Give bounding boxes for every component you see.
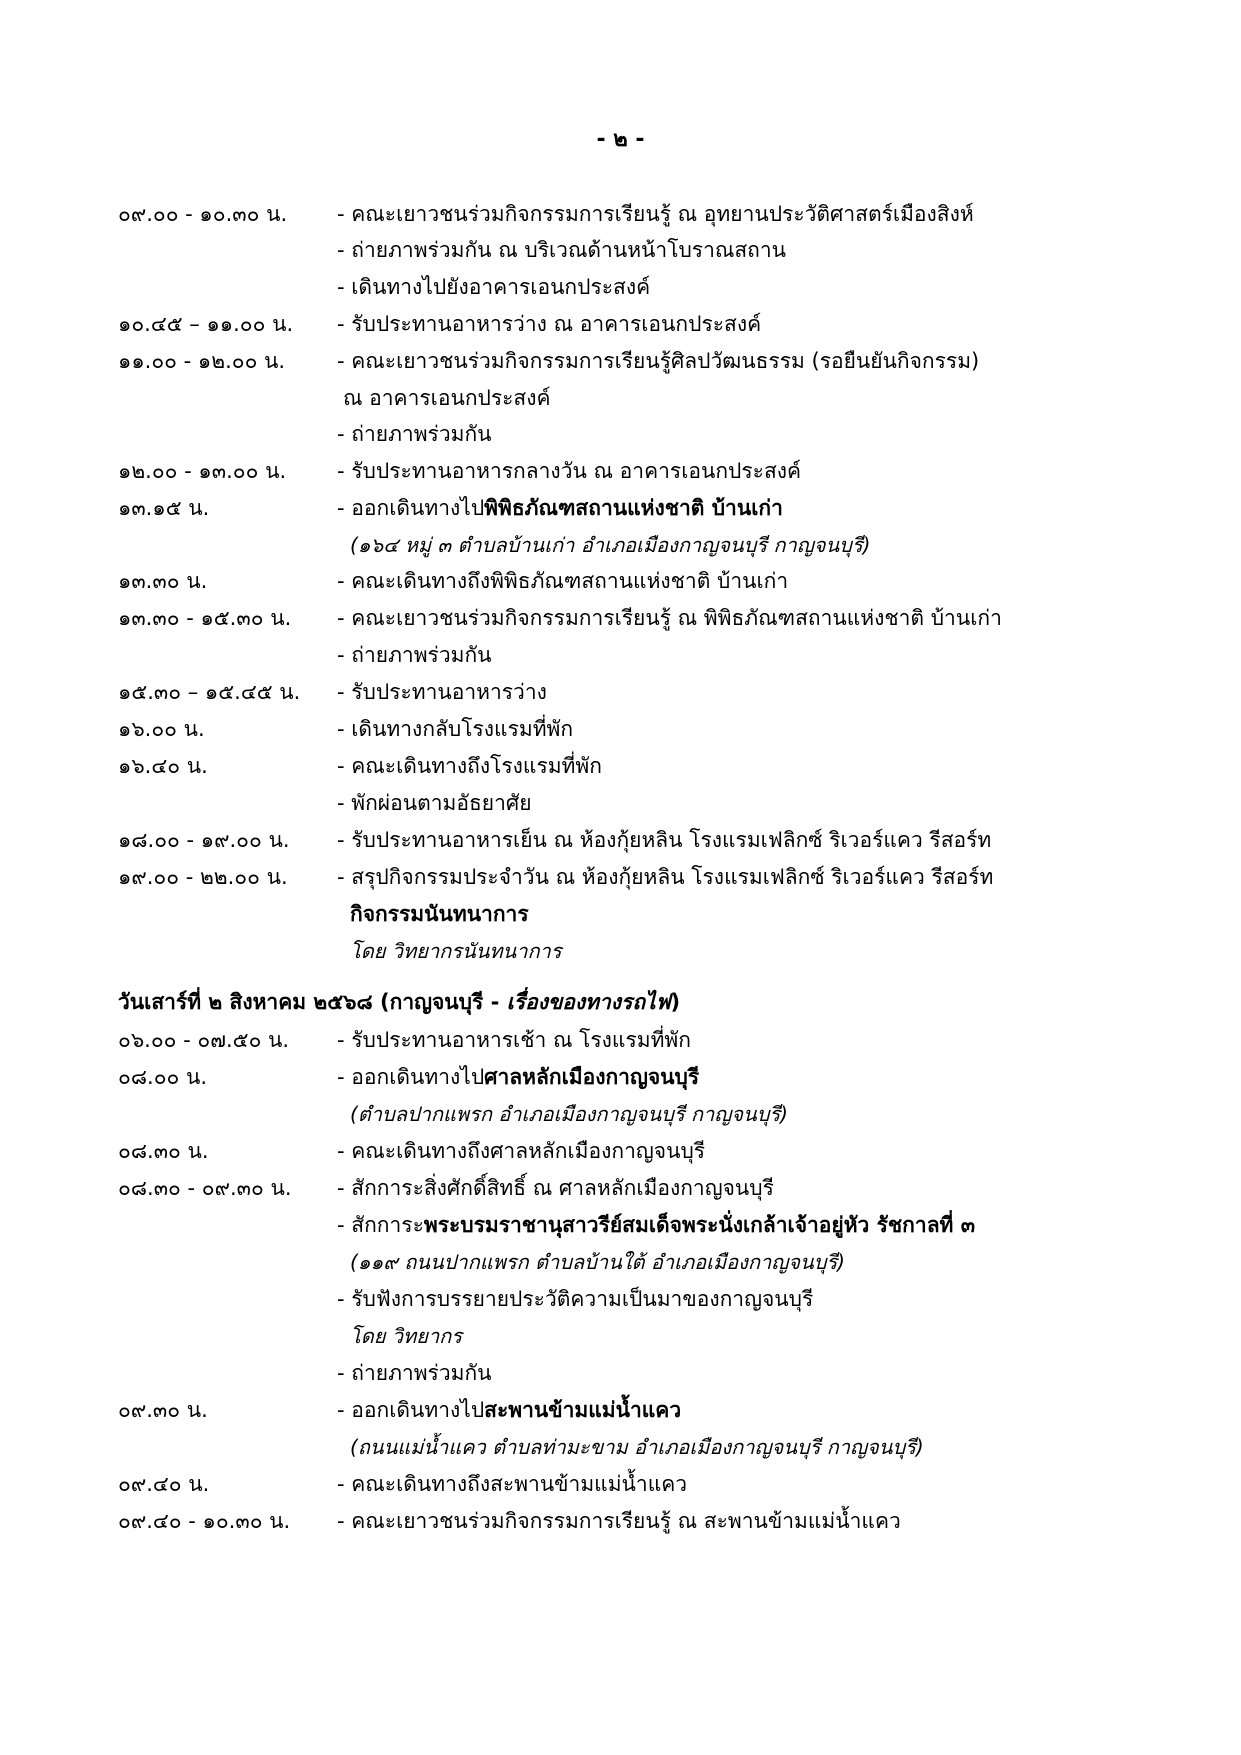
schedule-desc: - ถ่ายภาพร่วมกัน ณ บริเวณด้านหน้าโบราณสถาน: [337, 238, 787, 262]
desc-prefix: - ออกเดินทางไป: [337, 496, 485, 520]
day-heading-close: ): [670, 990, 681, 1014]
schedule-time: ๐๙.๐๐ - ๑๐.๓๐ น.: [118, 202, 288, 226]
activity-by-row: [0, 933, 1241, 970]
schedule-time: ๑๐.๔๕ – ๑๑.๐๐ น.: [118, 312, 294, 336]
schedule-time: ๐๘.๓๐ น.: [118, 1139, 209, 1163]
activity-title: กิจกรรมนันทนาการ: [350, 902, 529, 926]
place-name: พระบรมราชานุสาวรีย์สมเด็จพระนั่งเกล้าเจ้าอยู่หัว รัชกาลที่ ๓: [423, 1213, 976, 1237]
schedule-desc: - คณะเยาวชนร่วมกิจกรรมการเรียนรู้ ณ อุทยานประวัติศาสตร์เมืองสิงห์: [337, 202, 974, 226]
schedule-desc: - สรุปกิจกรรมประจำวัน ณ ห้องกุ้ยหลิน โรงแรมเฟลิกซ์ ริเวอร์แคว รีสอร์ท: [337, 865, 994, 889]
schedule-desc: - คณะเดินทางถึงศาลหลักเมืองกาญจนบุรี: [337, 1139, 706, 1163]
schedule-time: ๑๙.๐๐ - ๒๒.๐๐ น.: [118, 865, 288, 889]
address-note: (๑๖๔ หมู่ ๓ ตำบลบ้านเก่า อำเภอเมืองกาญจนบุรี กาญจนบุรี): [350, 533, 871, 557]
address-note: (ถนนแม่น้ำแคว ตำบลท่ามะขาม อำเภอเมืองกาญจนบุรี กาญจนบุรี): [350, 1435, 924, 1459]
schedule-desc: - คณะเดินทางถึงโรงแรมที่พัก: [337, 754, 602, 778]
desc-prefix: - สักการะ: [337, 1213, 424, 1237]
schedule-time: ๑๖.๐๐ น.: [118, 717, 205, 741]
schedule-time: ๑๓.๑๕ น.: [118, 496, 210, 520]
schedule-desc: - คณะเยาวชนร่วมกิจกรรมการเรียนรู้ ณ พิพิธภัณฑสถานแห่งชาติ บ้านเก่า: [337, 606, 1002, 630]
address-note: (๑๑๙ ถนนปากแพรก ตำบลบ้านใต้ อำเภอเมืองกาญจนบุรี): [350, 1250, 845, 1274]
schedule-row: [0, 1207, 1241, 1244]
activity-title-row: [0, 896, 1241, 933]
schedule-row: [0, 637, 1241, 674]
schedule-row: [0, 1392, 1241, 1429]
schedule-desc: - สักการะสิ่งศักดิ์สิทธิ์ ณ ศาลหลักเมืองกาญจนบุรี: [337, 1176, 774, 1200]
schedule-row: [0, 1170, 1241, 1207]
place-name: พิพิธภัณฑสถานแห่งชาติ บ้านเก่า: [484, 496, 783, 520]
address-note-row: [0, 1429, 1241, 1466]
schedule-row: [0, 196, 1241, 233]
schedule-row: [0, 1281, 1241, 1318]
schedule-desc: - รับฟังการบรรยายประวัติความเป็นมาของกาญจนบุรี: [337, 1287, 814, 1311]
schedule-time: ๐๙.๓๐ น.: [118, 1398, 208, 1422]
schedule-row: [0, 822, 1241, 859]
page-number: - ๒ -: [596, 127, 645, 152]
schedule-desc: - คณะเยาวชนร่วมกิจกรรมการเรียนรู้ ณ สะพานข้ามแม่น้ำแคว: [337, 1509, 901, 1533]
schedule-row: [0, 1466, 1241, 1503]
schedule-row: [0, 1133, 1241, 1170]
schedule-desc: - รับประทานอาหารกลางวัน ณ อาคารเอนกประสงค์: [337, 459, 802, 483]
schedule-time: ๐๙.๔๐ น.: [118, 1472, 210, 1496]
schedule-desc: [337, 490, 783, 527]
schedule-time: ๑๑.๐๐ - ๑๒.๐๐ น.: [118, 349, 286, 373]
schedule-desc: - เดินทางไปยังอาคารเอนกประสงค์: [337, 275, 651, 299]
schedule-row: [0, 859, 1241, 896]
schedule-row: [0, 563, 1241, 600]
schedule-desc: - รับประทานอาหารว่าง ณ อาคารเอนกประสงค์: [337, 312, 762, 336]
day-heading-row: [0, 984, 1241, 1021]
schedule-row: [0, 269, 1241, 306]
schedule-time: ๑๒.๐๐ - ๑๓.๐๐ น.: [118, 459, 287, 483]
schedule-desc: [337, 1207, 975, 1244]
schedule-row: [0, 785, 1241, 822]
schedule-row: [0, 232, 1241, 269]
schedule-row: [0, 490, 1241, 527]
schedule-row: [0, 306, 1241, 343]
schedule-time: ๑๓.๓๐ น.: [118, 569, 208, 593]
schedule-desc: - รับประทานอาหารว่าง: [337, 680, 547, 704]
schedule-desc: [337, 1392, 681, 1429]
desc-prefix: - ออกเดินทางไป: [337, 1065, 485, 1089]
address-note-row: [0, 1096, 1241, 1133]
schedule-row: [0, 748, 1241, 785]
schedule-time: ๐๖.๐๐ - ๐๗.๕๐ น.: [118, 1028, 290, 1052]
desc-prefix: - ออกเดินทางไป: [337, 1398, 485, 1422]
address-note-row: [0, 1244, 1241, 1281]
schedule-desc: - ถ่ายภาพร่วมกัน: [337, 1361, 492, 1385]
schedule-row: [0, 600, 1241, 637]
schedule-desc: - เดินทางกลับโรงแรมที่พัก: [337, 717, 574, 741]
schedule-desc: - คณะเดินทางถึงสะพานข้ามแม่น้ำแคว: [337, 1472, 688, 1496]
schedule-time: ๐๘.๓๐ - ๐๙.๓๐ น.: [118, 1176, 292, 1200]
place-name: ศาลหลักเมืองกาญจนบุรี: [484, 1065, 700, 1089]
schedule-row: [0, 1022, 1241, 1059]
schedule-desc: - ถ่ายภาพร่วมกัน: [337, 422, 492, 446]
place-name: สะพานข้ามแม่น้ำแคว: [484, 1398, 682, 1422]
activity-by-row: [0, 1318, 1241, 1355]
schedule-time: ๐๘.๐๐ น.: [118, 1065, 208, 1089]
schedule-desc: - ถ่ายภาพร่วมกัน: [337, 643, 492, 667]
address-note: (ตำบลปากแพรก อำเภอเมืองกาญจนบุรี กาญจนบุรี): [350, 1102, 788, 1126]
activity-by: โดย วิทยากรนันทนาการ: [350, 939, 562, 963]
day-heading: [118, 984, 680, 1021]
schedule-time: ๑๓.๓๐ - ๑๕.๓๐ น.: [118, 606, 292, 630]
schedule-time: ๑๕.๓๐ – ๑๕.๔๕ น.: [118, 680, 301, 704]
day-heading-main: วันเสาร์ที่ ๒ สิงหาคม ๒๕๖๘ (กาญจนบุรี -: [118, 990, 507, 1014]
schedule-desc: - พักผ่อนตามอัธยาศัย: [337, 791, 532, 815]
schedule-desc: - รับประทานอาหารเช้า ณ โรงแรมที่พัก: [337, 1028, 691, 1052]
schedule-row: [0, 416, 1241, 453]
schedule-desc: [337, 1059, 699, 1096]
address-note-row: [0, 527, 1241, 564]
schedule-row: [0, 343, 1241, 380]
schedule-time: ๑๖.๔๐ น.: [118, 754, 208, 778]
schedule-row: [0, 380, 1241, 417]
schedule-row: [0, 453, 1241, 490]
schedule-desc: - รับประทานอาหารเย็น ณ ห้องกุ้ยหลิน โรงแรมเฟลิกซ์ ริเวอร์แคว รีสอร์ท: [337, 828, 992, 852]
schedule-row: [0, 1059, 1241, 1096]
schedule-row: [0, 1503, 1241, 1540]
schedule-desc: ณ อาคารเอนกประสงค์: [343, 386, 551, 410]
schedule-time: ๑๘.๐๐ - ๑๙.๐๐ น.: [118, 828, 290, 852]
day-heading-theme: เรื่องของทางรถไฟ: [506, 990, 671, 1014]
schedule-row: [0, 711, 1241, 748]
schedule-desc: - คณะเยาวชนร่วมกิจกรรมการเรียนรู้ศิลปวัฒนธรรม (รอยืนยันกิจกรรม): [337, 349, 980, 373]
schedule-desc: - คณะเดินทางถึงพิพิธภัณฑสถานแห่งชาติ บ้านเก่า: [337, 569, 789, 593]
activity-by: โดย วิทยากร: [350, 1324, 463, 1348]
schedule-time: ๐๙.๔๐ - ๑๐.๓๐ น.: [118, 1509, 291, 1533]
schedule-row: [0, 1355, 1241, 1392]
schedule-row: [0, 674, 1241, 711]
